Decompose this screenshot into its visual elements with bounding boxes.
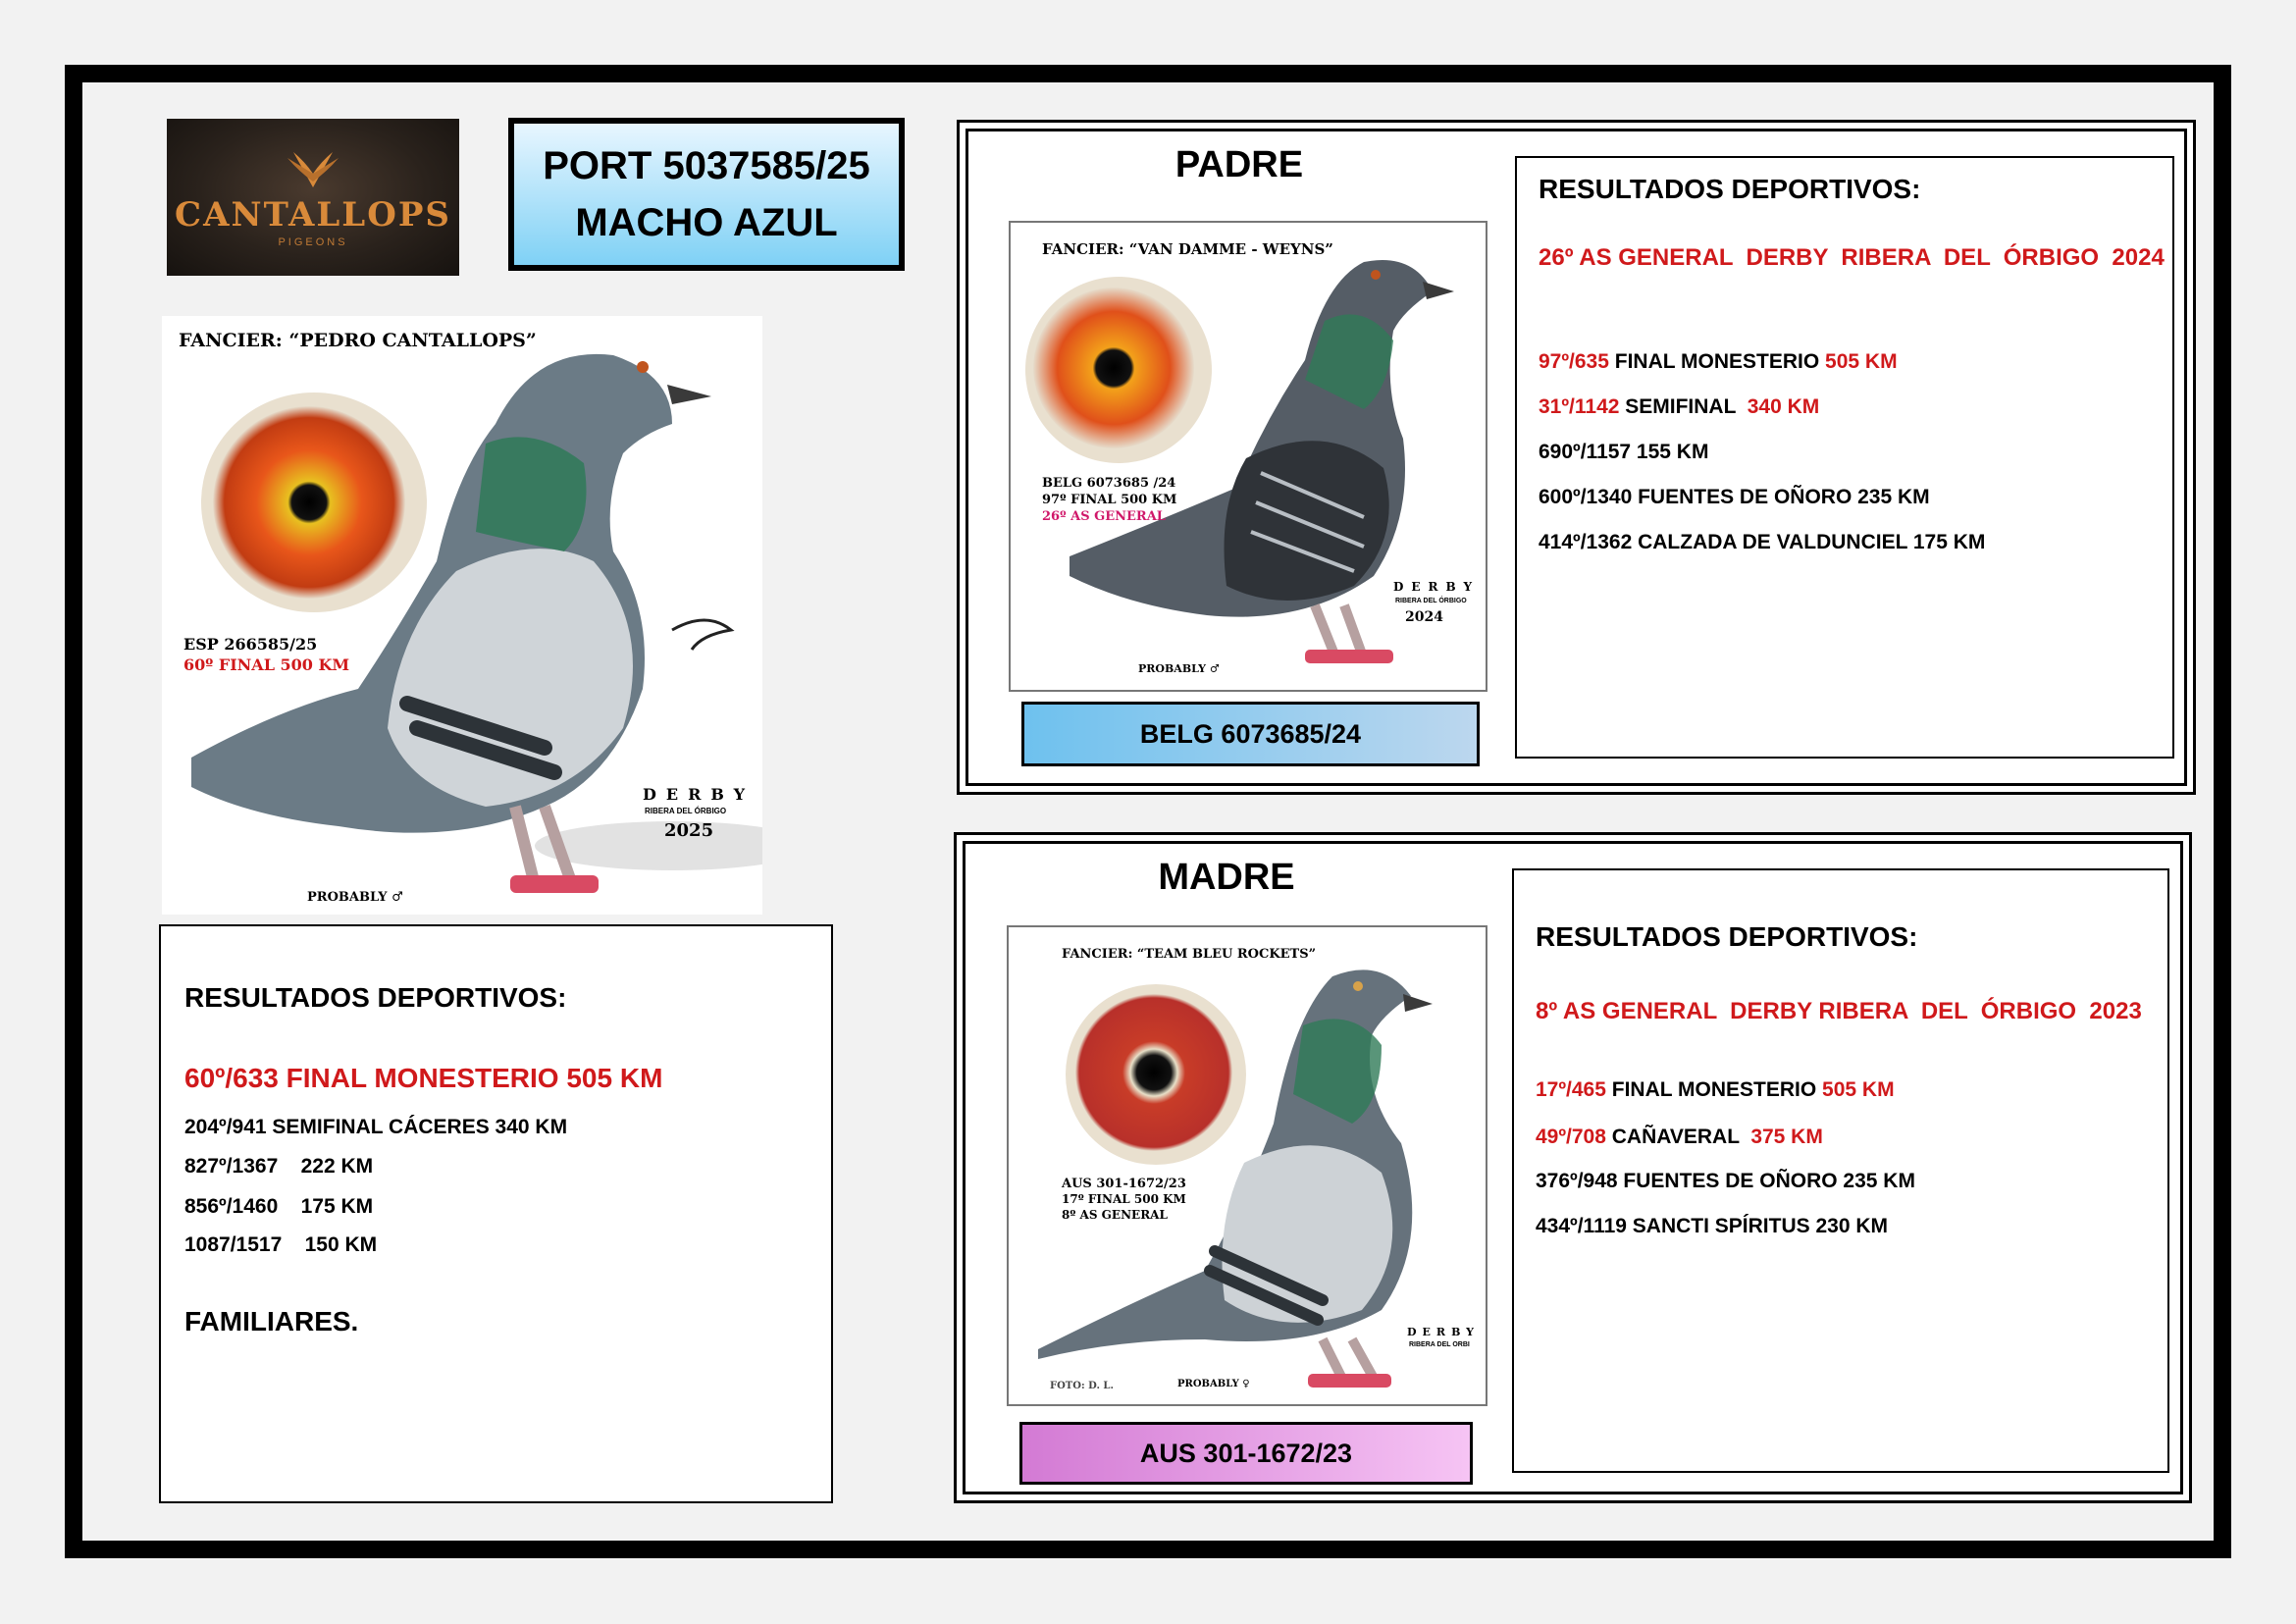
main-result-line-2: 827º/1367 222 KM [184,1155,374,1178]
padre-results-box [1515,156,2174,759]
madre-results-heading: RESULTADOS DEPORTIVOS: [1536,921,1918,952]
madre-section [954,832,2192,1503]
main-results-highlight: 60º/633 FINAL MONESTERIO 505 KM [184,1063,663,1093]
bird-title-box [508,118,905,271]
madre-heading: MADRE [1158,857,1295,898]
madre-probably: PROBABLY ♀ [1177,1379,1250,1389]
madre-result-line-1: 17º/465 FINAL MONESTERIO 505 KM [1536,1078,1895,1101]
madre-photo-ring: AUS 301-1672/23 [1062,1177,1186,1191]
main-familiares: FAMILIARES. [184,1306,359,1336]
madre-derby: DERBY [1407,1326,1481,1338]
main-result-line-4: 1087/1517 150 KM [184,1233,378,1256]
logo-brand: CANTALLOPS [175,195,451,235]
madre-fancier: FANCIER: “TEAM BLEU ROCKETS” [1062,947,1317,962]
padre-ring-band: BELG 6073685/24 [1021,702,1480,766]
madre-derby-sub: RIBERA DEL ORBI [1409,1341,1470,1348]
main-bird-photo [162,316,762,915]
padre-photo-line1: 97º FINAL 500 KM [1042,493,1177,507]
madre-results-box [1512,868,2169,1473]
padre-photo-ring: BELG 6073685 /24 [1042,476,1176,491]
cantallops-logo [167,119,459,276]
main-derby-sub: RIBERA DEL ÓRBIGO [645,807,727,815]
madre-photo-line1: 17º FINAL 500 KM [1062,1192,1186,1206]
madre-results-highlight: 8º AS GENERAL DERBY RIBERA DEL ÓRBIGO 2023 [1536,998,2142,1024]
wings-logo-icon [284,148,342,191]
main-results-heading: RESULTADOS DEPORTIVOS: [184,982,567,1013]
logo-sub: PIGEONS [278,236,348,248]
main-result-line-1: 204º/941 SEMIFINAL CÁCERES 340 KM [184,1116,568,1138]
padre-year: 2024 [1405,609,1443,625]
padre-photo-line2: 26º AS GENERAL [1042,509,1166,524]
padre-result-line-3: 690º/1157 155 KM [1539,441,1709,463]
padre-heading: PADRE [1174,144,1304,185]
madre-photo [1007,925,1487,1406]
madre-photo-line2: 8º AS GENERAL [1062,1208,1168,1222]
main-results-box [159,924,833,1503]
madre-result-line-3: 376º/948 FUENTES DE OÑORO 235 KM [1536,1170,1915,1192]
padre-result-line-1: 97º/635 FINAL MONESTERIO 505 KM [1539,350,1898,373]
main-fancier: FANCIER: “PEDRO CANTALLOPS” [179,330,537,351]
madre-result-line-2: 49º/708 CAÑAVERAL 375 KM [1536,1126,1823,1148]
padre-photo [1009,221,1487,692]
padre-probably: PROBABLY ♂ [1138,662,1220,675]
padre-section [957,120,2196,795]
padre-derby-sub: RIBERA DEL ÓRBIGO [1395,598,1467,604]
padre-result-line-5: 414º/1362 CALZADA DE VALDUNCIEL 175 KM [1539,531,1986,553]
main-derby-label: DERBY [643,785,756,804]
padre-result-line-4: 600º/1340 FUENTES DE OÑORO 235 KM [1539,486,1930,508]
bird-description: MACHO AZUL [575,201,838,244]
padre-derby: DERBY [1393,580,1481,594]
padre-results-highlight: 26º AS GENERAL DERBY RIBERA DEL ÓRBIGO 2024 [1539,244,2165,271]
main-probably: PROBABLY ♂ [307,890,403,905]
main-result-label: 60º FINAL 500 KM [183,655,350,674]
main-ring-label: ESP 266585/25 [183,635,318,654]
padre-results-heading: RESULTADOS DEPORTIVOS: [1539,174,1921,204]
padre-fancier: FANCIER: “VAN DAMME - WEYNS” [1042,240,1333,258]
padre-result-line-2: 31º/1142 SEMIFINAL 340 KM [1539,395,1820,418]
bird-ring: PORT 5037585/25 [543,144,870,187]
madre-ring-band: AUS 301-1672/23 [1019,1422,1473,1485]
madre-result-line-4: 434º/1119 SANCTI SPÍRITUS 230 KM [1536,1215,1888,1237]
main-year: 2025 [664,820,714,841]
madre-foto: FOTO: D. L. [1050,1381,1114,1391]
main-result-line-3: 856º/1460 175 KM [184,1195,374,1218]
